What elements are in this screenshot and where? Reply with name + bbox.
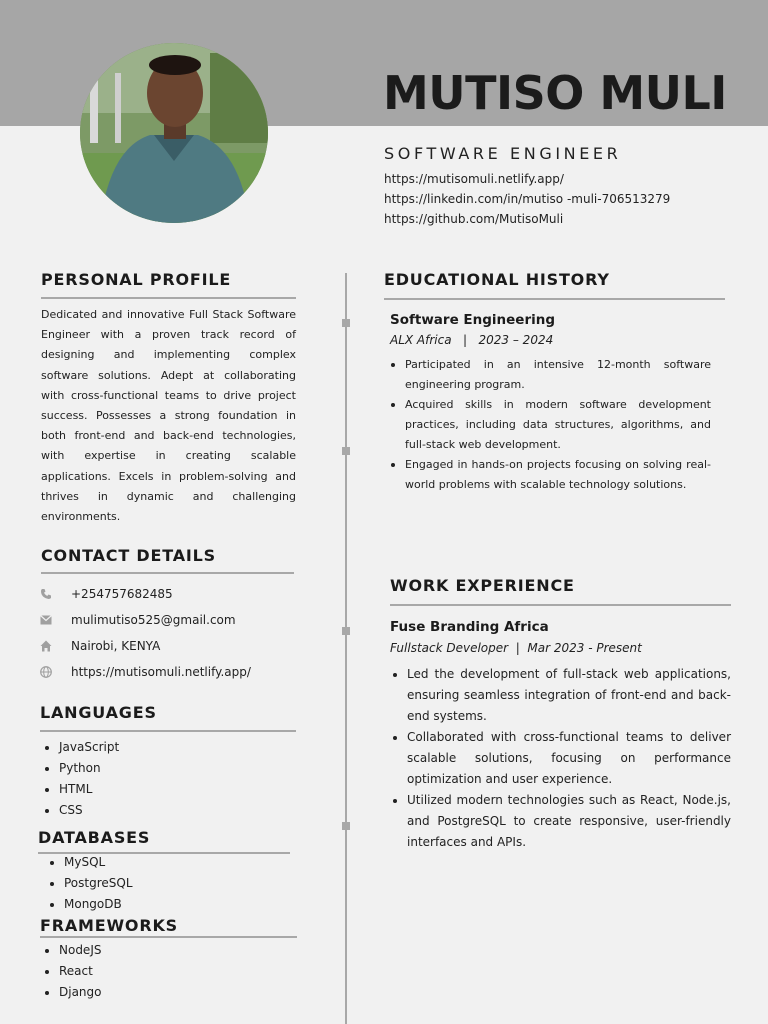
location: Nairobi, KENYA xyxy=(71,639,161,653)
list-item: Python xyxy=(41,758,119,779)
languages-rule xyxy=(40,730,296,732)
contact-email-row xyxy=(40,607,300,633)
globe-icon xyxy=(40,666,71,678)
list-item: CSS xyxy=(41,800,119,821)
timeline-marker xyxy=(342,627,350,635)
list-item: HTML xyxy=(41,779,119,800)
list-item: MongoDB xyxy=(46,894,133,915)
list-item: Collaborated with cross-functional teams to deliver scalable solutions, focusing on performance optimization and user experience. xyxy=(391,727,731,790)
contact-location-row xyxy=(40,633,300,659)
profile-text: Dedicated and innovative Full Stack Software Engineer with a proven track record of designing and implementing complex software solutions. Adept at collaborating with cross-functional teams to drive project success. Possesses a strong foundation in both front-end and back-end technologies, with expertise in creating scalable applications. Excels in problem-solving and thrives in dynamic and challenging environments. xyxy=(41,308,296,524)
linkedin-link[interactable]: https://linkedin.com/in/mutiso -muli-706513279 xyxy=(384,192,671,206)
education-course: Software Engineering xyxy=(390,312,556,328)
contact-rule xyxy=(41,572,294,574)
email-address[interactable]: mulimutiso525@gmail.com xyxy=(71,613,236,627)
frameworks-rule xyxy=(40,936,297,938)
profile-rule xyxy=(41,297,296,299)
education-heading: EDUCATIONAL HISTORY xyxy=(384,270,610,289)
list-item: Led the development of full-stack web applications, ensuring seamless integration of front-end and back-end systems. xyxy=(391,664,731,727)
list-item: Django xyxy=(41,982,102,1003)
work-subtitle: Fullstack Developer | Mar 2023 - Present xyxy=(390,641,642,655)
home-icon xyxy=(40,640,71,652)
languages-heading: LANGUAGES xyxy=(40,703,157,722)
work-heading: WORK EXPERIENCE xyxy=(390,576,575,595)
list-item: JavaScript xyxy=(41,737,119,758)
profile-links xyxy=(384,169,670,229)
timeline-line xyxy=(345,273,347,1024)
work-company: Fuse Branding Africa xyxy=(390,619,549,635)
website-link[interactable]: https://mutisomuli.netlify.app/ xyxy=(71,665,251,679)
list-item: Engaged in hands-on projects focusing on solving real-world problems with scalable technology solutions. xyxy=(389,455,711,495)
contact-website-row xyxy=(40,659,300,685)
phone-icon xyxy=(40,588,71,600)
timeline-marker xyxy=(342,447,350,455)
contact-details xyxy=(40,581,300,685)
profile-heading: PERSONAL PROFILE xyxy=(41,270,232,289)
list-item: React xyxy=(41,961,102,982)
frameworks-list xyxy=(41,940,102,1003)
candidate-name: MUTISO MULI xyxy=(383,66,727,120)
phone-number[interactable]: +254757682485 xyxy=(71,587,173,601)
list-item: Acquired skills in modern software development practices, including data structures, algorithms, and full-stack web development. xyxy=(389,395,711,455)
work-rule xyxy=(390,604,731,606)
job-title: SOFTWARE ENGINEER xyxy=(384,144,622,163)
list-item: NodeJS xyxy=(41,940,102,961)
languages-list xyxy=(41,737,119,821)
frameworks-heading: FRAMEWORKS xyxy=(40,916,178,935)
databases-heading: DATABASES xyxy=(38,828,151,847)
education-rule xyxy=(384,298,725,300)
list-item: MySQL xyxy=(46,852,133,873)
list-item: PostgreSQL xyxy=(46,873,133,894)
profile-photo xyxy=(80,43,268,223)
github-link[interactable]: https://github.com/MutisoMuli xyxy=(384,212,564,226)
timeline-marker xyxy=(342,319,350,327)
email-icon xyxy=(40,615,71,625)
databases-list xyxy=(46,852,133,915)
list-item: Participated in an intensive 12-month software engineering program. xyxy=(389,355,711,395)
work-bullets xyxy=(391,664,731,853)
list-item: Utilized modern technologies such as React, Node.js, and PostgreSQL to create responsive, user-friendly interfaces and APIs. xyxy=(391,790,731,853)
contact-heading: CONTACT DETAILS xyxy=(41,546,216,565)
education-subtitle: ALX Africa | 2023 – 2024 xyxy=(390,333,554,347)
education-bullets xyxy=(389,355,711,495)
timeline-marker xyxy=(342,822,350,830)
contact-phone-row xyxy=(40,581,300,607)
portfolio-link[interactable]: https://mutisomuli.netlify.app/ xyxy=(384,172,564,186)
